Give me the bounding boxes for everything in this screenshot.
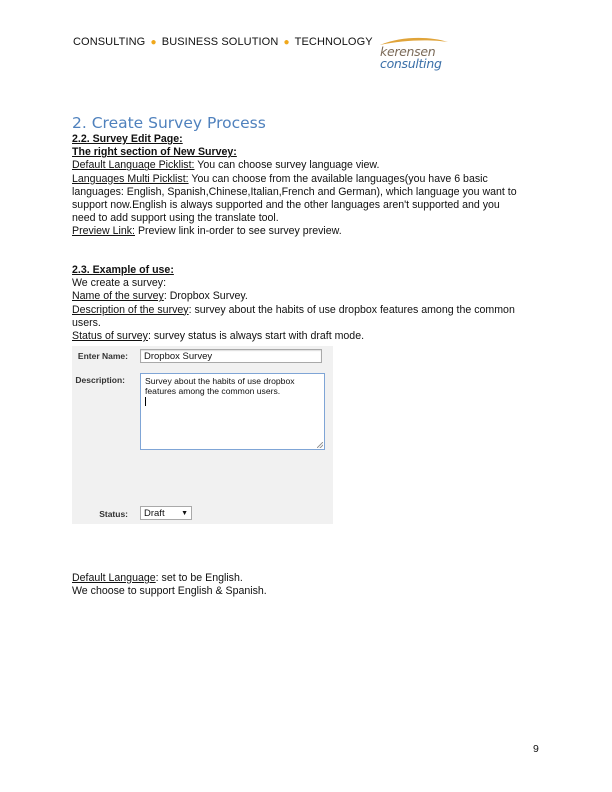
- subheading-right-section: The right section of New Survey:: [72, 146, 237, 159]
- page-header: [73, 36, 373, 48]
- survey-name-input[interactable]: Dropbox Survey: [140, 349, 322, 363]
- survey-edit-form-screenshot: [72, 346, 333, 524]
- heading-2-3: 2.3. Example of use:: [72, 264, 174, 276]
- default-language-paragraph: Default Language Picklist: You can choose survey language view.: [72, 159, 380, 172]
- status-select-value: Draft: [144, 508, 165, 519]
- section-title: 2. Create Survey Process: [72, 114, 266, 132]
- heading-2-2: 2.2. Survey Edit Page:: [72, 133, 183, 145]
- header-separator: ●: [150, 37, 157, 48]
- preview-link-paragraph: Preview Link: Preview link in-order to see survey preview.: [72, 225, 342, 238]
- footer-section: [72, 572, 542, 598]
- dropdown-arrow-icon: ▼: [181, 510, 188, 517]
- header-technology: TECHNOLOGY: [294, 36, 373, 48]
- logo-text-kerensen: kerensen: [380, 44, 436, 59]
- resize-grip-icon[interactable]: [317, 442, 323, 448]
- section-2-2: [72, 133, 542, 239]
- header-separator: ●: [283, 37, 290, 48]
- description-label: Description:: [75, 375, 125, 385]
- languages-multi-paragraph: Languages Multi Picklist: You can choose from the available languages(you have 6 basic languages: English, Spanish,Chinese,Italian,French and German), which language you want to support now.English is always supported and the other languages aren't supported and you need to add support using the translate tool.: [72, 172, 517, 225]
- enter-name-label: Enter Name:: [77, 351, 128, 361]
- header-business-solution: BUSINESS SOLUTION: [161, 36, 279, 48]
- status-select[interactable]: [140, 506, 192, 520]
- status-paragraph: Status of survey: survey status is always start with draft mode.: [72, 330, 365, 343]
- description-paragraph: Description of the survey: survey about the habits of use dropbox features among the common users.: [72, 303, 515, 329]
- kerensen-logo: [374, 34, 454, 78]
- page-number: 9: [533, 743, 539, 755]
- status-label: Status:: [99, 509, 128, 519]
- header-consulting: CONSULTING: [73, 36, 146, 48]
- description-textarea[interactable]: Survey about the habits of use dropbox features among the common users.: [140, 373, 325, 450]
- section-2-3: [72, 264, 542, 343]
- support-line: We choose to support English & Spanish.: [72, 585, 267, 598]
- default-language-line: Default Language: set to be English.: [72, 572, 243, 584]
- logo-text-consulting: consulting: [380, 56, 442, 71]
- intro-line: We create a survey:: [72, 277, 167, 290]
- text-caret: [145, 397, 146, 406]
- name-paragraph: Name of the survey: Dropbox Survey.: [72, 290, 248, 303]
